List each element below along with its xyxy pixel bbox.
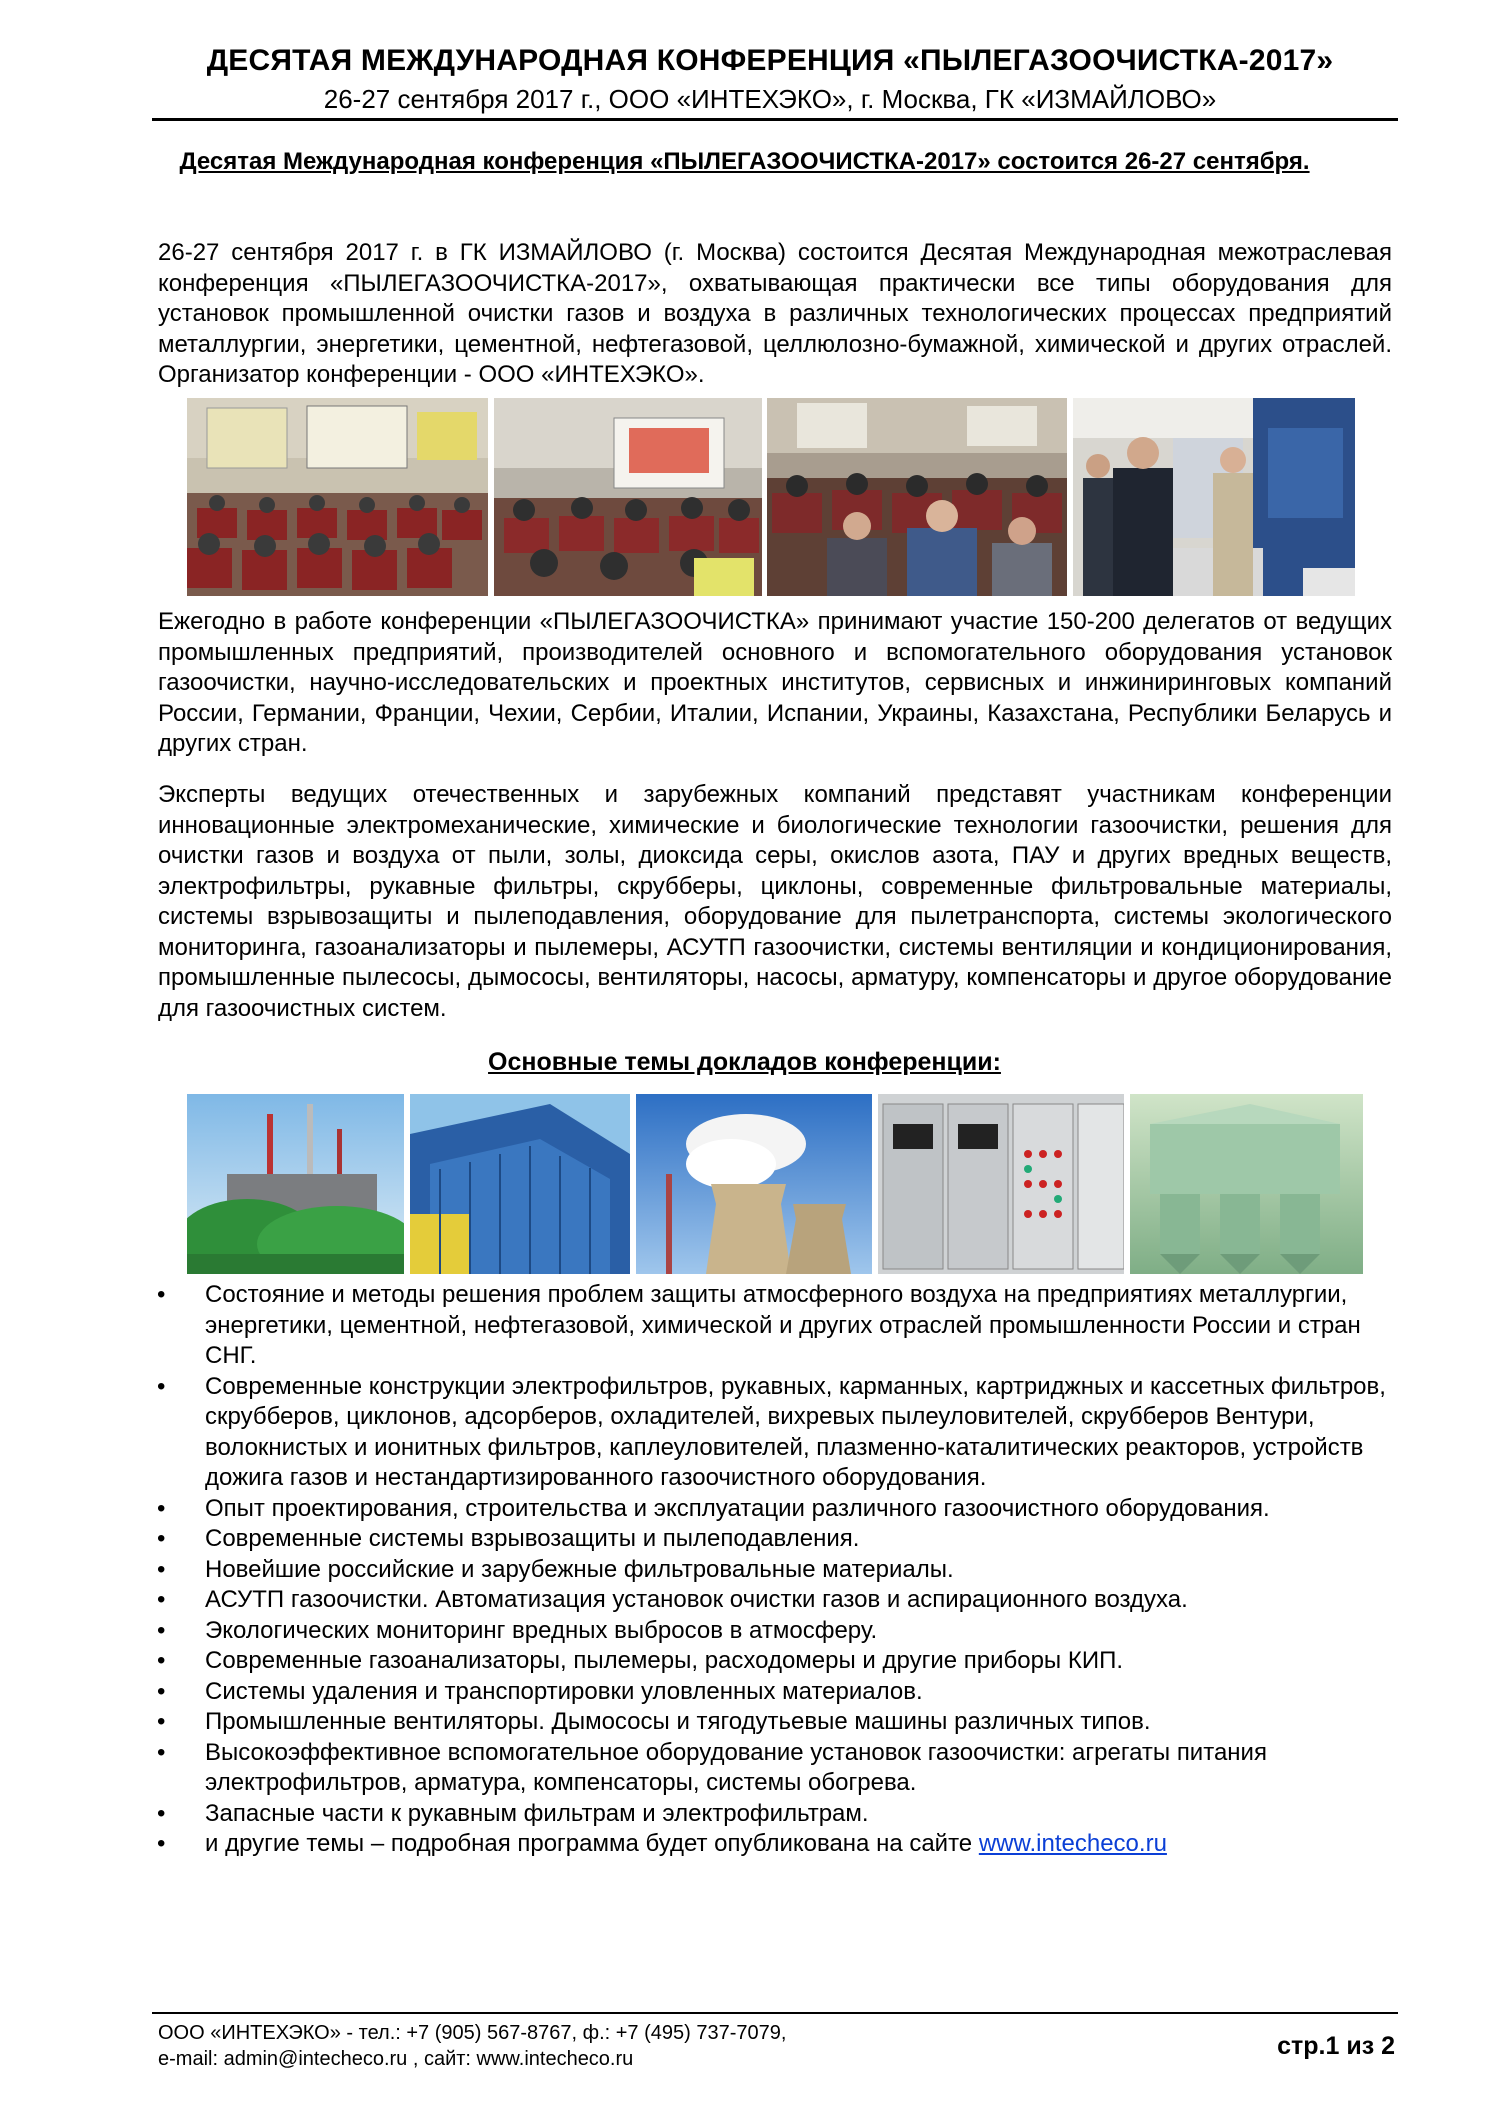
topic-item — [150, 1677, 1395, 1708]
topic-item — [150, 1555, 1395, 1586]
topic-item — [150, 1616, 1395, 1647]
participants-paragraph: Ежегодно в работе конференции «ПЫЛЕГАЗООЧИСТКА» принимают участие 150-200 делегатов от ведущих промышленных предприятий, производителей основного и вспомогательного оборудования установок газоочистки, научно-исследовательских и проектных институтов, сервисных и инжиниринговых компаний России, Германии, Франции, Чехии, Сербии, Италии, Испании, Украины, Казахстана, Республики Беларусь и других стран. — [158, 608, 1392, 757]
bullet-icon: • — [157, 1555, 166, 1583]
audience-photo — [767, 398, 1067, 596]
conference-hall-photo-1 — [187, 398, 488, 596]
experts-paragraph: Эксперты ведущих отечественных и зарубежных компаний представят участникам конференции инновационные электромеханические, химические и биологические технологии газоочистки, решения для очистки газов и воздуха от пыли, золы, диоксида серы, окислов азота, ПАУ и других вредных веществ, электрофильтры, рукавные фильтры, скрубберы, циклоны, современные фильтровальные материалы, системы взрывозащиты и пылеподавления, оборудование для пылетранспорта, системы экологического мониторинга, газоанализаторы и пылемеры, АСУТП газоочистки, системы вентиляции и кондиционирования, промышленные пылесосы, дымососы, вентиляторы, насосы, арматуру, компенсаторы и другое оборудование для газоочистных систем. — [158, 781, 1392, 1022]
headline: Десятая Международная конференция «ПЫЛЕГАЗООЧИСТКА-2017» состоится 26-27 сентября. — [179, 148, 1310, 175]
topic-text: Новейшие российские и зарубежные фильтровальные материалы. — [205, 1555, 954, 1583]
bullet-icon: • — [157, 1616, 166, 1644]
topic-item — [150, 1646, 1395, 1677]
topic-text: Экологических мониторинг вредных выбросов в атмосферу. — [205, 1616, 878, 1644]
topic-text: Современные газоанализаторы, пылемеры, расходомеры и другие приборы КИП. — [205, 1647, 1123, 1674]
topic-text: Современные конструкции электрофильтров, рукавных, карманных, картриджных и кассетных фильтров, скрубберов, циклонов, адсорберов, охладителей, вихревых пылеуловителей, скрубберов Вентури, волокнистых и ионитных фильтров, каплеуловителей, плазменно-каталитических реакторов, устройств дожига газов и нестандартизированного газоочистного оборудования. — [205, 1372, 1386, 1491]
conference-hall-photo-2 — [494, 398, 762, 596]
topic-text: Опыт проектирования, строительства и эксплуатации различного газоочистного оборудования. — [205, 1494, 1270, 1522]
bullet-icon: • — [157, 1738, 166, 1766]
topic-item — [150, 1707, 1395, 1738]
topic-text: Высокоэффективное вспомогательное оборудование установок газоочистки: агрегаты питания электрофильтров, арматура, компенсаторы, системы обогрева. — [205, 1738, 1267, 1796]
topic-text: Современные системы взрывозащиты и пылеподавления. — [205, 1525, 860, 1552]
topic-item — [150, 1738, 1395, 1799]
topic-item — [150, 1372, 1395, 1494]
page-number: стр.1 из 2 — [1277, 2032, 1395, 2060]
bullet-icon: • — [157, 1708, 166, 1735]
topic-text: АСУТП газоочистки. Автоматизация установок очистки газов и аспирационного воздуха. — [205, 1586, 1188, 1613]
conference-title: ДЕСЯТАЯ МЕЖДУНАРОДНАЯ КОНФЕРЕНЦИЯ «ПЫЛЕГАЗООЧИСТКА-2017» — [206, 44, 1334, 77]
topics-list — [150, 1280, 1395, 1860]
control-panel-photo — [878, 1094, 1124, 1274]
bullet-icon: • — [157, 1372, 166, 1400]
footer-phone-line: ООО «ИНТЕХЭКО» - тел.: +7 (905) 567-8767, ф.: +7 (495) 737-7079, — [158, 2022, 787, 2044]
topic-item — [150, 1829, 1395, 1860]
industrial-plant-photo — [187, 1094, 404, 1274]
footer-contacts — [158, 2020, 786, 2072]
footer-divider — [152, 2012, 1398, 2014]
topics-title: Основные темы докладов конференции: — [488, 1048, 1001, 1076]
topic-item — [150, 1799, 1395, 1830]
bullet-icon: • — [157, 1586, 166, 1613]
topic-text: и другие темы – подробная программа будет опубликована на сайте — [205, 1830, 979, 1857]
topic-text: Запасные части к рукавным фильтрам и электрофильтрам. — [205, 1799, 869, 1827]
topic-text: Состояние и методы решения проблем защиты атмосферного воздуха на предприятиях металлургии, энергетики, цементной, нефтегазовой, химической и других отраслей промышленности России и стран СНГ. — [205, 1281, 1361, 1369]
topic-item — [150, 1524, 1395, 1555]
footer-email-line: e-mail: admin@intecheco.ru , сайт: www.intecheco.ru — [158, 2048, 634, 2070]
bullet-icon: • — [157, 1525, 166, 1552]
bullet-icon: • — [157, 1677, 166, 1705]
topic-item — [150, 1494, 1395, 1525]
exhibition-photo — [1073, 398, 1355, 596]
bullet-icon: • — [157, 1799, 166, 1827]
bullet-icon: • — [157, 1647, 166, 1674]
bullet-icon: • — [157, 1830, 166, 1857]
bullet-icon: • — [157, 1494, 166, 1522]
intro-paragraph: 26-27 сентября 2017 г. в ГК ИЗМАЙЛОВО (г. Москва) состоится Десятая Международная межотраслевая конференция «ПЫЛЕГАЗООЧИСТКА-2017», охватывающая практически все типы оборудования для установок промышленной очистки газов и воздуха в различных технологических процессах предприятий металлургии, энергетики, цементной, нефтегазовой, целлюлозно-бумажной, химической и других отраслей. Организатор конференции - ООО «ИНТЕХЭКО». — [158, 239, 1392, 388]
topic-text: Промышленные вентиляторы. Дымососы и тягодутьевые машины различных типов. — [205, 1708, 1151, 1735]
electrostatic-precipitator-photo — [410, 1094, 630, 1274]
header-divider — [152, 118, 1398, 121]
gas-cleaning-unit-photo — [1130, 1094, 1363, 1274]
conference-subtitle: 26-27 сентября 2017 г., ООО «ИНТЕХЭКО», г. Москва, ГК «ИЗМАЙЛОВО» — [323, 84, 1217, 114]
topic-text: Системы удаления и транспортировки уловленных материалов. — [205, 1677, 923, 1705]
website-link[interactable]: www.intecheco.ru — [978, 1830, 1167, 1857]
topic-item — [150, 1280, 1395, 1372]
cooling-tower-photo — [636, 1094, 872, 1274]
topic-item — [150, 1585, 1395, 1616]
bullet-icon: • — [157, 1281, 166, 1308]
